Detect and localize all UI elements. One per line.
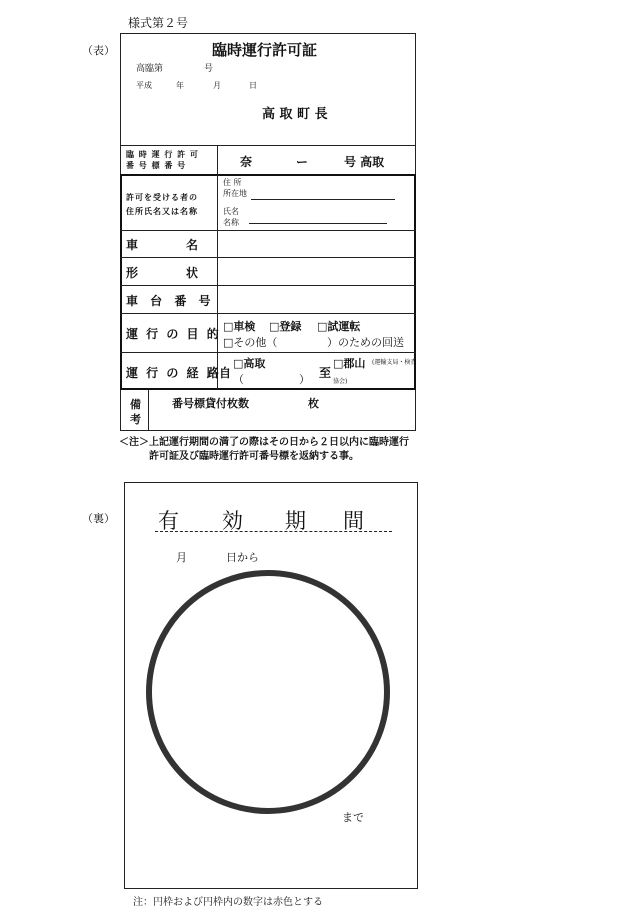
address-line[interactable] [251,199,395,200]
address-label-line2: 所在地 [223,189,247,198]
plate-dash: ー [296,155,309,169]
route-to-label: 至 [319,366,332,380]
number-prefix: 高臨第 [136,64,164,74]
front-note-line1: ＜注＞上記運行期間の満了の際はその日から２日以内に臨時運行 [119,437,409,448]
issuer-name: 高 取 町 長 [262,107,328,122]
divider [217,174,218,390]
divider [120,257,416,258]
applicant-label-line2: 住所氏名又は名称 [126,206,198,216]
car-name-label: 車 名 [126,238,199,252]
name-label-line2: 名称 [223,218,239,227]
chassis-label: 車 台 番 号 [126,294,215,308]
back-footnote: 注：円枠および円枠内の数字は赤色とする [133,897,323,908]
route-label: 運 行 の 経 路 [126,366,221,380]
form-number: 様式第２号 [128,16,189,30]
divider [217,145,218,174]
shape-label: 形 状 [126,266,199,280]
name-label-line1: 氏名 [223,207,239,216]
divider [120,145,416,146]
heading-char: 効 [222,509,243,533]
purpose-other-checkbox[interactable]: □その他（ [223,336,278,349]
purpose-registration-checkbox[interactable]: □登録 [269,320,302,333]
heading-underline [155,531,392,532]
purpose-test-run-checkbox[interactable]: □試運転 [317,320,361,333]
heading-char: 有 [158,509,179,533]
name-line[interactable] [249,223,387,224]
address-label-line1: 住 所 [223,178,242,187]
applicant-label-line1: 許可を受ける者の [126,192,198,202]
plate-label-line2: 番 号 標 番 号 [126,160,187,170]
plates-unit: 枚 [308,397,319,410]
date-year: 年 [176,81,184,90]
validity-circle [140,564,400,824]
route-to-note-line1: (運輸支局・検査 [372,359,417,366]
divider [120,285,416,286]
back-side-label: （裏） [82,512,115,525]
date-month: 月 [213,81,221,90]
front-note-line2: 許可証及び臨時運行許可番号標を返納する事。 [149,451,359,462]
route-to-koriyama-checkbox[interactable]: □郡山 [333,357,366,370]
route-from-label: 自 [219,366,232,380]
front-side-label: （表） [82,44,115,57]
plate-label-line1: 臨 時 運 行 許 可 [126,149,199,159]
route-from-blank: （ ） [233,373,310,386]
plate-suffix: 号 高取 [344,155,385,169]
remarks-label-line1: 備 [130,398,141,411]
date-day: 日 [249,81,257,90]
number-suffix: 号 [204,64,214,74]
until-label: まで [342,811,364,824]
route-to-note-line2: 協会) [333,378,348,385]
route-from-takatori-checkbox[interactable]: □高取 [233,357,266,370]
purpose-inspection-checkbox[interactable]: □車検 [223,320,256,333]
from-day-label: 日から [226,551,259,564]
remarks-label-line2: 考 [130,413,141,426]
divider [120,230,416,231]
divider [120,352,416,353]
plates-issued-label: 番号標貸付枚数 [172,397,249,410]
heading-char: 間 [343,509,364,533]
permit-title: 臨時運行許可証 [212,41,318,59]
plate-prefix: 奈 [240,155,253,169]
purpose-other-end: ）のための回送 [327,336,404,349]
divider [148,390,149,431]
heading-char: 期 [285,509,306,533]
purpose-label: 運 行 の 目 的 [126,327,221,341]
divider [120,313,416,314]
from-month-label: 月 [176,551,187,564]
date-era: 平成 [136,81,152,90]
